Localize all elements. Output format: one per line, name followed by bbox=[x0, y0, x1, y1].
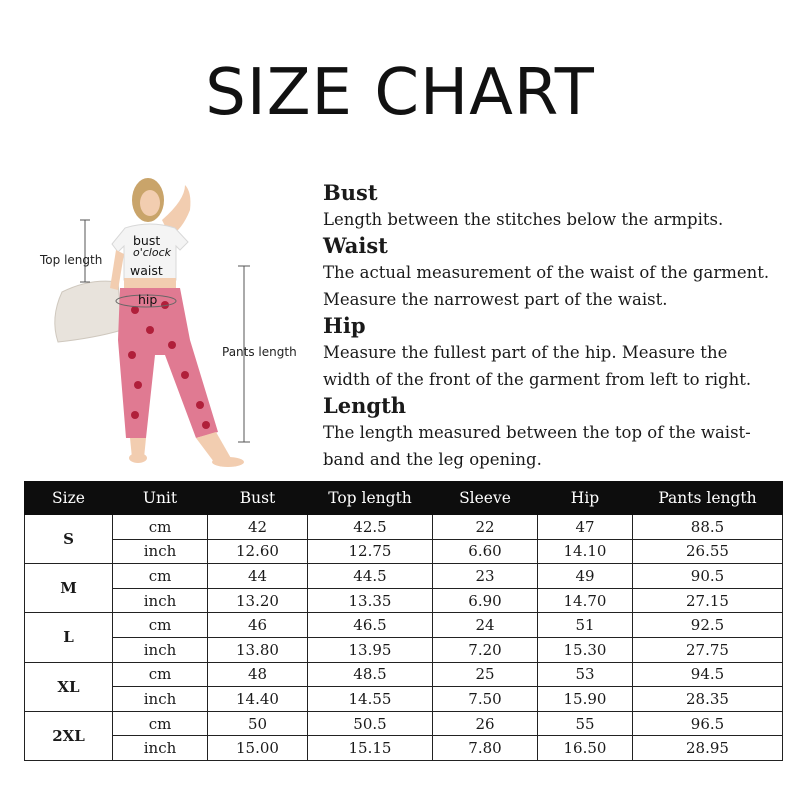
table-row bbox=[25, 515, 783, 540]
waist-label: waist bbox=[130, 263, 163, 278]
hip-label: hip bbox=[138, 292, 158, 307]
table-cell: 96.5 bbox=[633, 711, 783, 736]
table-cell: 13.35 bbox=[308, 588, 433, 613]
table-cell: 27.75 bbox=[633, 637, 783, 662]
definition-title: Hip bbox=[323, 313, 366, 338]
table-cell: 49 bbox=[538, 564, 633, 589]
definition-title: Waist bbox=[323, 233, 388, 258]
table-cell: 7.80 bbox=[433, 736, 538, 761]
bust-label: bust bbox=[133, 233, 161, 248]
table-cell: 13.95 bbox=[308, 637, 433, 662]
definition-text: Length between the stitches below the armpits. bbox=[323, 210, 724, 229]
table-cell: 48.5 bbox=[308, 662, 433, 687]
table-cell: 25 bbox=[433, 662, 538, 687]
definition-text: band and the leg opening. bbox=[323, 450, 542, 469]
table-cell: 55 bbox=[538, 711, 633, 736]
table-cell: 14.10 bbox=[538, 539, 633, 564]
lower-arm-shape bbox=[110, 250, 124, 290]
table-cell: 53 bbox=[538, 662, 633, 687]
size-cell: S bbox=[25, 515, 113, 564]
header-hip: Hip bbox=[538, 482, 633, 515]
table-cell: inch bbox=[113, 637, 208, 662]
size-cell: M bbox=[25, 564, 113, 613]
definition-text: Measure the fullest part of the hip. Measure the bbox=[323, 343, 728, 362]
definition-title: Length bbox=[323, 393, 407, 418]
model-illustration bbox=[0, 170, 310, 480]
size-table bbox=[24, 481, 783, 761]
table-cell: 14.55 bbox=[308, 687, 433, 712]
size-cell: 2XL bbox=[25, 711, 113, 760]
page-title: SIZE CHART bbox=[205, 56, 595, 130]
shirt-print-text: o'clock bbox=[133, 246, 172, 259]
table-cell: 15.90 bbox=[538, 687, 633, 712]
definition-text: Measure the narrowest part of the waist. bbox=[323, 290, 668, 309]
table-cell: 13.20 bbox=[208, 588, 308, 613]
table-cell: inch bbox=[113, 588, 208, 613]
table-cell: 92.5 bbox=[633, 613, 783, 638]
table-cell: 26 bbox=[433, 711, 538, 736]
table-row bbox=[25, 588, 783, 613]
definition-hip bbox=[323, 313, 793, 393]
table-row bbox=[25, 711, 783, 736]
table-cell: cm bbox=[113, 564, 208, 589]
header-top-length: Top length bbox=[308, 482, 433, 515]
table-cell: 47 bbox=[538, 515, 633, 540]
table-cell: 28.35 bbox=[633, 687, 783, 712]
table-cell: 14.40 bbox=[208, 687, 308, 712]
table-cell: 15.30 bbox=[538, 637, 633, 662]
header-size: Size bbox=[25, 482, 113, 515]
table-cell: inch bbox=[113, 736, 208, 761]
table-cell: 28.95 bbox=[633, 736, 783, 761]
table-row bbox=[25, 637, 783, 662]
table-cell: cm bbox=[113, 662, 208, 687]
table-cell: 16.50 bbox=[538, 736, 633, 761]
table-cell: 15.15 bbox=[308, 736, 433, 761]
definition-waist bbox=[323, 233, 793, 313]
table-cell: 12.75 bbox=[308, 539, 433, 564]
table-cell: 6.60 bbox=[433, 539, 538, 564]
table-cell: 46 bbox=[208, 613, 308, 638]
table-cell: 50.5 bbox=[308, 711, 433, 736]
table-cell: 50 bbox=[208, 711, 308, 736]
definition-text: width of the front of the garment from left to right. bbox=[323, 370, 752, 389]
pants-length-label: Pants length bbox=[222, 345, 297, 359]
table-row bbox=[25, 564, 783, 589]
table-cell: 14.70 bbox=[538, 588, 633, 613]
header-bust: Bust bbox=[208, 482, 308, 515]
definition-title: Bust bbox=[323, 180, 378, 205]
table-cell: inch bbox=[113, 539, 208, 564]
table-cell: 7.20 bbox=[433, 637, 538, 662]
table-cell: 44.5 bbox=[308, 564, 433, 589]
table-cell: 46.5 bbox=[308, 613, 433, 638]
table-cell: cm bbox=[113, 711, 208, 736]
table-cell: 90.5 bbox=[633, 564, 783, 589]
table-cell: cm bbox=[113, 613, 208, 638]
table-cell: cm bbox=[113, 515, 208, 540]
definition-bust bbox=[323, 180, 793, 233]
table-cell: 27.15 bbox=[633, 588, 783, 613]
header-pants-length: Pants length bbox=[633, 482, 783, 515]
top-length-label: Top length bbox=[40, 253, 103, 267]
table-cell: 13.80 bbox=[208, 637, 308, 662]
header-unit: Unit bbox=[113, 482, 208, 515]
table-cell: 15.00 bbox=[208, 736, 308, 761]
table-cell: 24 bbox=[433, 613, 538, 638]
table-header-row bbox=[25, 482, 783, 515]
table-cell: 48 bbox=[208, 662, 308, 687]
definition-text: The actual measurement of the waist of the garment. bbox=[323, 263, 770, 282]
table-row bbox=[25, 613, 783, 638]
table-cell: inch bbox=[113, 687, 208, 712]
table-cell: 6.90 bbox=[433, 588, 538, 613]
table-row bbox=[25, 736, 783, 761]
definition-text: The length measured between the top of the waist- bbox=[323, 423, 751, 442]
table-cell: 51 bbox=[538, 613, 633, 638]
header-sleeve: Sleeve bbox=[433, 482, 538, 515]
table-cell: 22 bbox=[433, 515, 538, 540]
table-cell: 42.5 bbox=[308, 515, 433, 540]
table-row bbox=[25, 662, 783, 687]
table-row bbox=[25, 539, 783, 564]
table-cell: 23 bbox=[433, 564, 538, 589]
size-cell: XL bbox=[25, 662, 113, 711]
model-figure bbox=[0, 170, 310, 480]
definitions-panel bbox=[323, 180, 793, 473]
face-shape bbox=[140, 190, 160, 216]
table-cell: 94.5 bbox=[633, 662, 783, 687]
table-cell: 12.60 bbox=[208, 539, 308, 564]
table-row bbox=[25, 687, 783, 712]
definition-length bbox=[323, 393, 793, 473]
table-cell: 88.5 bbox=[633, 515, 783, 540]
table-cell: 26.55 bbox=[633, 539, 783, 564]
table-cell: 7.50 bbox=[433, 687, 538, 712]
size-cell: L bbox=[25, 613, 113, 662]
table-cell: 42 bbox=[208, 515, 308, 540]
pillow-shape bbox=[55, 281, 122, 342]
table-cell: 44 bbox=[208, 564, 308, 589]
